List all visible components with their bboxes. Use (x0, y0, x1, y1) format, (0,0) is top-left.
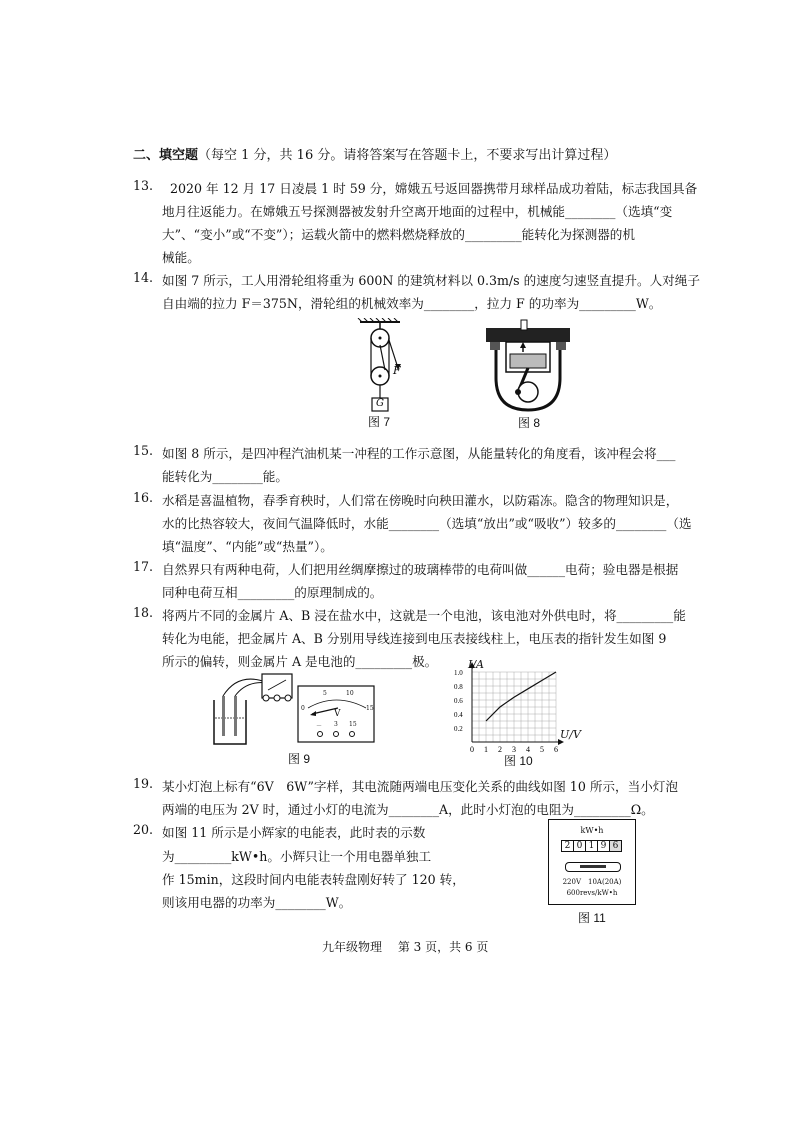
figure-7 (352, 318, 412, 430)
question-line: 同种电荷互相_________的原理制成的。 (162, 585, 383, 600)
x-tick-label: 0 (470, 745, 474, 754)
meter-digit: 9 (598, 841, 610, 851)
y-tick-label: 0.2 (454, 725, 463, 733)
question-line: 能转化为________能。 (162, 469, 288, 484)
figure-caption: 图 10 (504, 754, 533, 768)
question-line: 某小灯泡上标有“6V 6W”字样，其电流随两端电压变化关系的曲线如图 10 所示，当小灯泡 (162, 779, 678, 794)
question-line: 两端的电压为 2V 时，通过小灯的电流为________A，此时小灯泡的电阻为_________Ω。 (162, 802, 654, 817)
question-number: 17. (133, 559, 154, 574)
x-tick-label: 1 (484, 745, 488, 754)
page-footer: 九年级物理 第 3 页，共 6 页 (322, 940, 489, 954)
figure-10 (452, 660, 592, 770)
question-line: 水的比热容较大，夜间气温降低时，水能________（选填“放出”或“吸收”）较多的________（选 (162, 516, 692, 531)
question-number: 14. (133, 270, 154, 285)
meter-disc (580, 865, 606, 868)
question-line: 大”、“变小”或“不变”）；运载火箭中的燃料燃烧释放的_________能转化为探测器的机 (162, 227, 635, 242)
figure-caption: 图 9 (288, 752, 311, 766)
meter-revs: 600revs/kW•h (566, 889, 618, 897)
question-line: 作 15min，这段时间内电能表转盘刚好转了 120 转， (162, 872, 465, 887)
section-title: 二、填空题 (133, 148, 199, 163)
x-tick-label: 3 (512, 745, 516, 754)
question-line: 械能。 (162, 250, 200, 265)
question-line: 则该用电器的功率为________W。 (162, 895, 352, 910)
x-tick-label: 5 (540, 745, 544, 754)
question-number: 20. (133, 822, 154, 837)
meter-rating: 220V 10A(20A) (562, 878, 622, 886)
question-line: 为_________kW•h。小辉只让一个用电器单独工 (162, 849, 432, 864)
tick-labels (454, 669, 558, 754)
terminal-label: － (316, 723, 323, 730)
figure-caption: 图 7 (368, 415, 391, 429)
y-tick-label: 0.6 (454, 697, 463, 705)
question-line: 如图 11 所示是小辉家的电能表，此时表的示数 (162, 825, 426, 840)
figure-caption: 图 8 (518, 416, 541, 430)
meter-digit: 1 (586, 841, 598, 851)
meter-disc-window (565, 862, 621, 872)
meter-digit: 6 (610, 841, 621, 851)
question-line: 地月往返能力。在嫦娥五号探测器被发射升空离开地面的过程中，机械能________（选填“变 (162, 204, 673, 219)
x-axis-label: U/V (560, 728, 581, 741)
question-number: 19. (133, 776, 154, 791)
x-tick-label: 4 (526, 745, 530, 754)
question-line: 所示的偏转，则金属片 A 是电池的_________极。 (162, 654, 438, 669)
chart-grid (472, 672, 556, 742)
x-tick-label: 6 (554, 745, 558, 754)
y-tick-label: 0.8 (454, 683, 463, 691)
force-label: F (393, 364, 401, 377)
scale-tick: 10 (346, 690, 354, 697)
scale-tick: 0 (301, 705, 305, 712)
meter-digit: 0 (574, 841, 586, 851)
y-axis-label: I/A (468, 658, 484, 671)
figure-11 (548, 819, 640, 927)
energy-meter (548, 819, 636, 905)
meter-digit: 2 (562, 841, 574, 851)
figure-caption: 图 11 (578, 911, 606, 925)
meter-unit: kW•h (580, 826, 604, 835)
question-line: 填“温度”、“内能”或“热量”）。 (162, 539, 333, 554)
terminal-label: 15 (349, 721, 357, 728)
x-tick-label: 2 (498, 745, 502, 754)
figure-8 (478, 318, 578, 430)
question-line: 将两片不同的金属片 A、B 浸在盐水中，这就是一个电池，该电池对外供电时，将_________能 (162, 608, 686, 623)
engine-cylinder-diagram (478, 318, 578, 414)
y-tick-label: 0.4 (454, 711, 463, 719)
y-tick-label: 1.0 (454, 669, 463, 677)
question-line: 如图 8 所示，是四冲程汽油机某一冲程的工作示意图，从能量转化的角度看，该冲程会将___ (162, 446, 676, 461)
question-line: 2020 年 12 月 17 日凌晨 1 时 59 分，嫦娥五号返回器携带月球样品成功着陆，标志我国具备 (170, 181, 698, 196)
question-line: 如图 7 所示，工人用滑轮组将重为 600N 的建筑材料以 0.3m/s 的速度匀速竖直提升。人对绳子 (162, 273, 700, 288)
section-note: （每空 1 分，共 16 分。请将答案写在答题卡上，不要求写出计算过程） (198, 148, 617, 163)
terminal-label: 3 (334, 721, 338, 728)
weight-label: G (376, 398, 384, 409)
question-number: 16. (133, 490, 154, 505)
question-line: 水稻是喜温植物，春季育秧时，人们常在傍晚时向秧田灌水，以防霜冻。隐含的物理知识是， (162, 493, 679, 508)
scale-tick: 5 (323, 690, 327, 697)
scale-tick: 15 (366, 705, 374, 712)
question-line: 转化为电能，把金属片 A、B 分别用导线连接到电压表接线柱上，电压表的指针发生如图 9 (162, 631, 667, 646)
question-line: 自由端的拉力 F＝375N，滑轮组的机械效率为________，拉力 F 的功率为_________W。 (162, 296, 662, 311)
voltmeter-battery-diagram (208, 668, 378, 750)
question-number: 15. (133, 443, 154, 458)
question-line: 自然界只有两种电荷，人们把用丝绸摩擦过的玻璃棒带的电荷叫做______电荷；验电器是根据 (162, 562, 679, 577)
figure-9 (208, 668, 378, 768)
question-number: 18. (133, 605, 154, 620)
question-number: 13. (133, 178, 154, 193)
meter-digits (561, 840, 622, 852)
meter-label: V (334, 709, 341, 719)
section-heading (133, 144, 616, 163)
